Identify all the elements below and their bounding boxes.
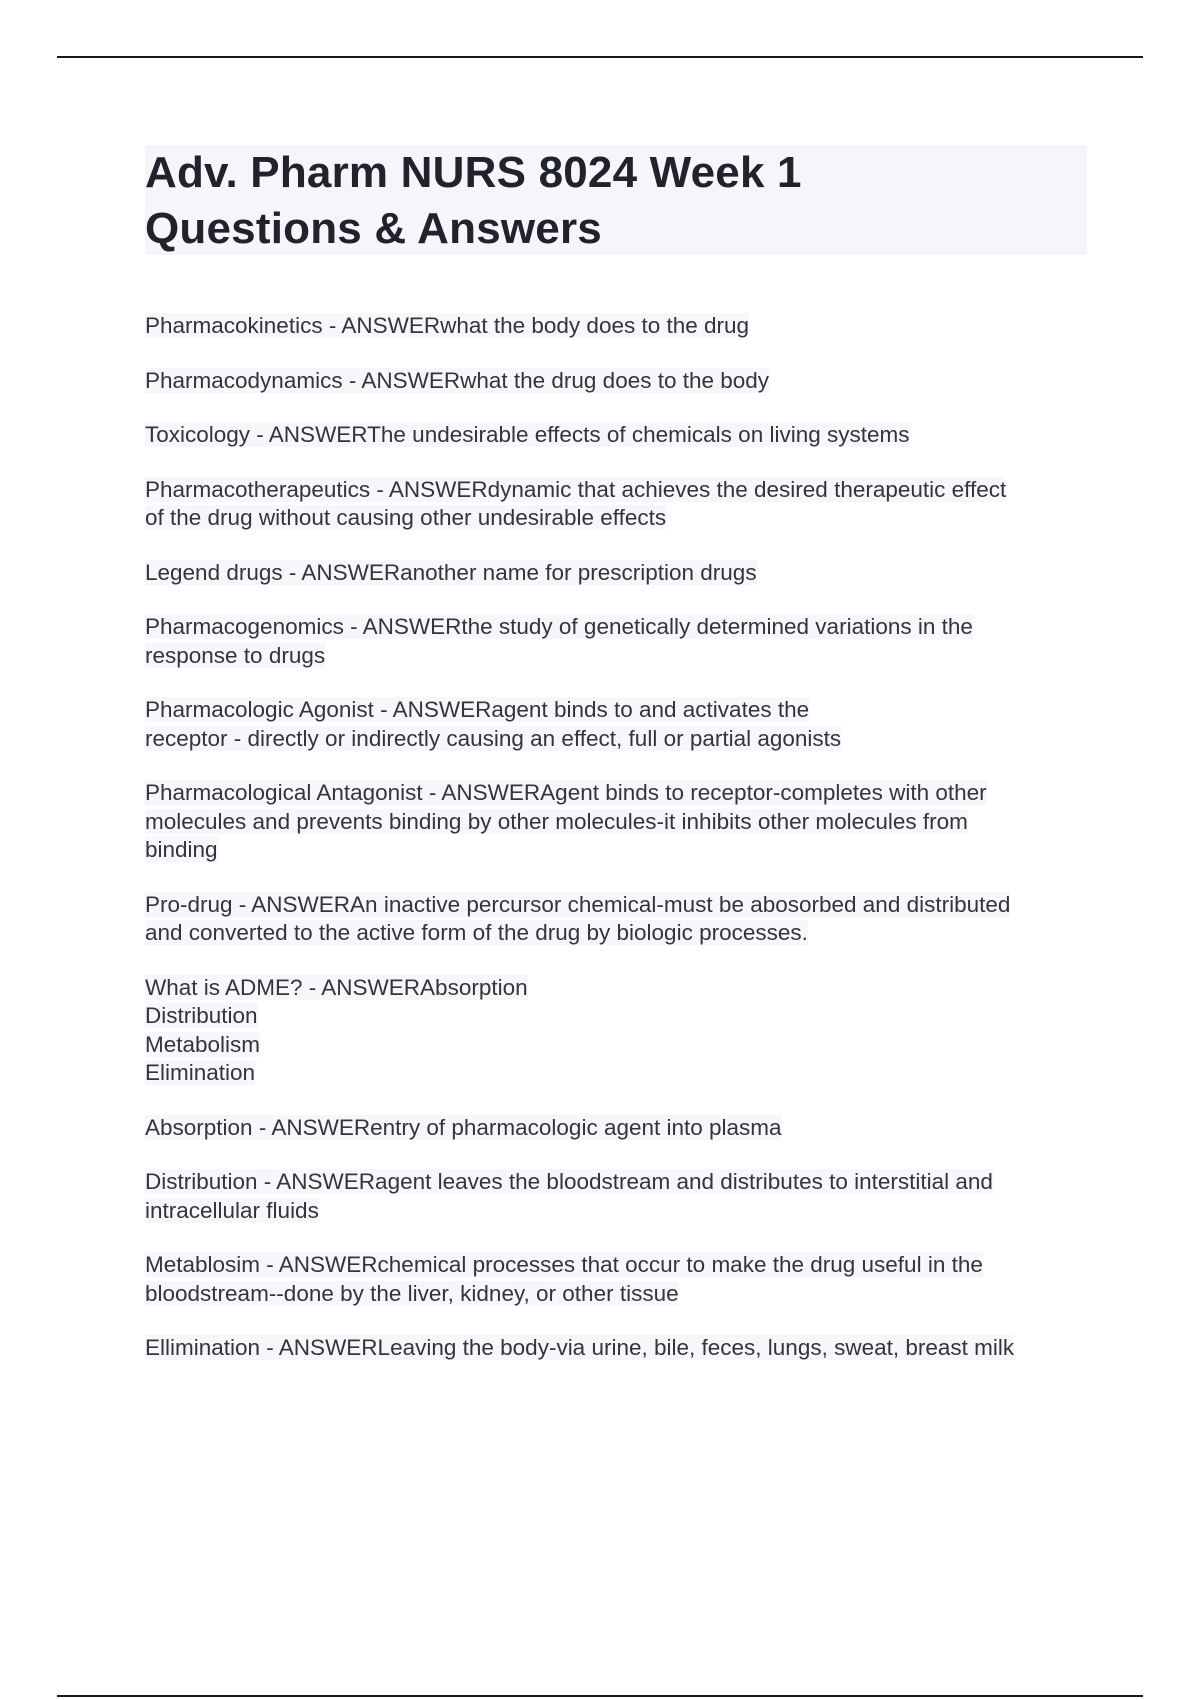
title-block [145, 145, 1087, 255]
qa-entry-line: Pharmacologic Agonist - ANSWERagent binds to and activates the [145, 697, 810, 722]
qa-entry [145, 1114, 1090, 1143]
qa-entry-line: bloodstream--done by the liver, kidney, or other tissue [145, 1280, 679, 1306]
qa-entry-line: Pharmacogenomics - ANSWERthe study of genetically determined variations in the [145, 614, 973, 639]
qa-entry-line: Metabolism [145, 1031, 261, 1057]
qa-entry [145, 779, 1090, 865]
top-rule [57, 56, 1143, 58]
qa-entry [145, 476, 1090, 533]
qa-entry-line: Pro-drug - ANSWERAn inactive percursor chemical-must be abosorbed and distributed [145, 891, 1011, 917]
qa-entry [145, 312, 1090, 341]
qa-entry-line: intracellular fluids [145, 1197, 319, 1223]
qa-entry-line: Pharmacokinetics - ANSWERwhat the body does to the drug [145, 313, 750, 338]
qa-entry [145, 1334, 1090, 1363]
qa-entry-line: receptor - directly or indirectly causing an effect, full or partial agonists [145, 725, 842, 751]
qa-entry-line: Toxicology - ANSWERThe undesirable effects of chemicals on living systems [145, 422, 910, 447]
qa-entry-line: Elimination [145, 1060, 256, 1085]
qa-entry-line: Absorption - ANSWERentry of pharmacologic agent into plasma [145, 1114, 782, 1140]
title-line: Adv. Pharm NURS 8024 Week 1 [145, 148, 802, 197]
title-line: Questions & Answers [145, 204, 602, 253]
qa-entry-line: What is ADME? - ANSWERAbsorption [145, 974, 528, 1000]
qa-entry-line: Distribution - ANSWERagent leaves the bloodstream and distributes to interstitial and [145, 1169, 993, 1194]
qa-list [145, 312, 1090, 1389]
qa-entry [145, 559, 1090, 588]
qa-entry [145, 1168, 1090, 1225]
qa-entry-line: response to drugs [145, 642, 326, 668]
qa-entry [145, 891, 1090, 948]
qa-entry-line: Legend drugs - ANSWERanother name for prescription drugs [145, 559, 757, 585]
qa-entry-line: of the drug without causing other undesirable effects [145, 505, 667, 530]
qa-entry-line: Distribution [145, 1003, 258, 1028]
qa-entry-line: Metablosim - ANSWERchemical processes that occur to make the drug useful in the [145, 1252, 983, 1277]
qa-entry [145, 613, 1090, 670]
qa-entry-line: Pharmacological Antagonist - ANSWERAgent binds to receptor-completes with other [145, 780, 987, 805]
qa-entry-line: and converted to the active form of the drug by biologic processes. [145, 920, 808, 945]
qa-entry [145, 974, 1090, 1088]
qa-entry [145, 367, 1090, 396]
qa-entry [145, 696, 1090, 753]
qa-entry [145, 421, 1090, 450]
document-title [145, 145, 1087, 257]
qa-entry-line: molecules and prevents binding by other molecules-it inhibits other molecules from [145, 808, 968, 834]
qa-entry-line: Pharmacotherapeutics - ANSWERdynamic that achieves the desired therapeutic effect [145, 476, 1007, 502]
qa-entry [145, 1251, 1090, 1308]
qa-entry-line: Pharmacodynamics - ANSWERwhat the drug does to the body [145, 367, 770, 393]
qa-entry-line: binding [145, 837, 218, 862]
qa-entry-line: Ellimination - ANSWERLeaving the body-via urine, bile, feces, lungs, sweat, breast milk [145, 1335, 1015, 1360]
bottom-rule [57, 1695, 1143, 1697]
